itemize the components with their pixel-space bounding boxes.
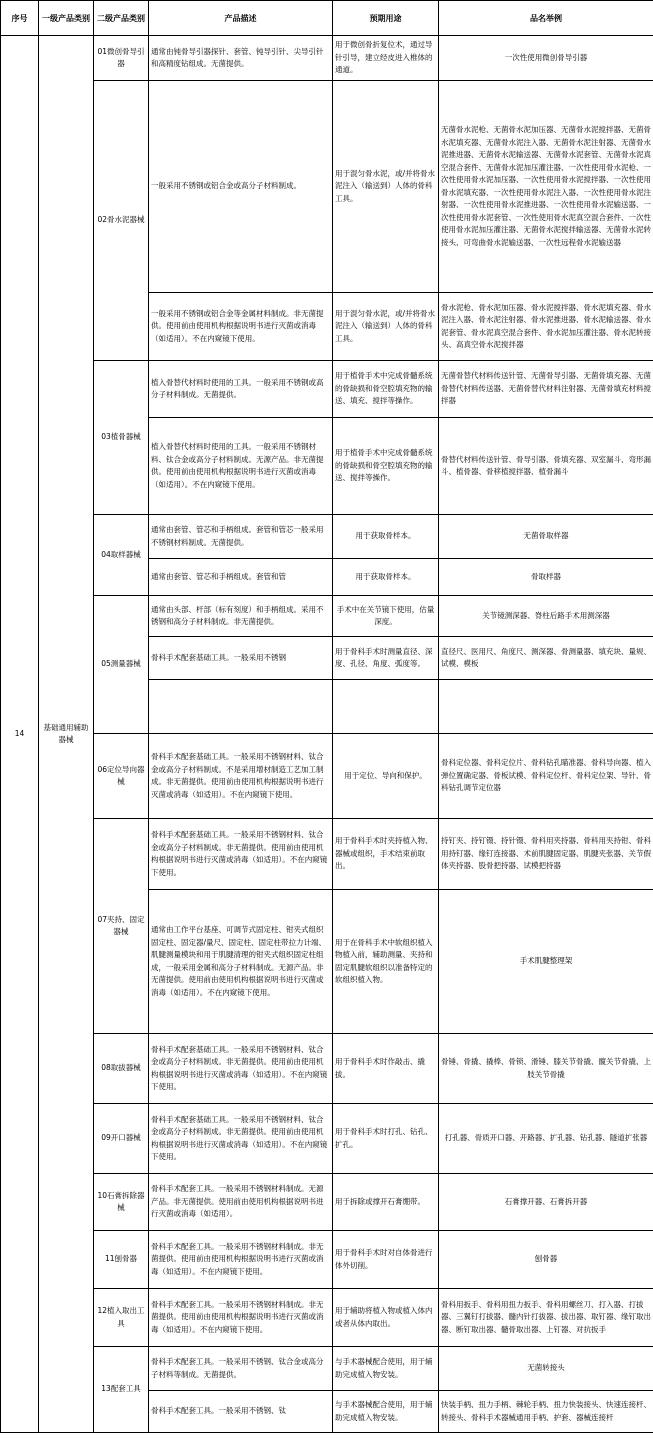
examples-cell: 无菌骨取样器 [439, 515, 653, 559]
desc-cell: 骨科手术配套基础工具。一般采用不锈钢材料、钛合金或高分子材料制成。不是采用增材制造工艺加工制成。非无菌提供。使用前由使用机构根据说明书进行灭菌或消毒（如适用）。不在内窥镜下使用。 [149, 734, 333, 819]
use-cell: 手术中在关节镜下使用，估量深度。 [333, 596, 439, 637]
desc-cell: 通常由头部、杆部（标有刻度）和手柄组成。采用不锈钢和高分子材料制成。非无菌提供。 [149, 596, 333, 637]
use-cell: 与手术器械配合使用，用于辅助完成植入物安装。 [333, 1391, 439, 1433]
examples-cell: 刨骨器 [439, 1231, 653, 1289]
header-cat1: 一级产品类别 [39, 1, 94, 36]
cat2-cell: 12植入取出工具 [94, 1289, 149, 1347]
desc-cell: 骨科手术配套工具。一般采用不锈钢材料制成。无源产品。非无菌提供。使用前由使用机构根据说明书进行灭菌或消毒（如适用）。 [149, 1174, 333, 1231]
examples-cell: 骨取样器 [439, 559, 653, 596]
cat2-cell: 08取拔器械 [94, 1034, 149, 1104]
desc-cell: 骨科手术配套基础工具。一般采用不锈钢材料、钛合金或高分子材料制成。非无菌提供。使用前由使用机构根据说明书进行灭菌或消毒（如适用）。不在内窥镜下使用。 [149, 819, 333, 890]
examples-cell: 关节镜测深器、脊柱后路手术用测深器 [439, 596, 653, 637]
desc-cell: 骨科手术配套基础工具。一般采用不锈钢材料、钛合金或高分子材料制成。非无菌提供。使用前由使用机构根据说明书进行灭菌或消毒（如适用）。不在内窥镜下使用。 [149, 1104, 333, 1174]
desc-cell: 通常由工作平台基座、可调节式固定柱、钳夹式组织固定柱、固定器/量尺、固定柱、固定柱带拉力计端、肌腱测量模块和用于肌腱清理的钳夹式组织固定柱组成，一般采用金属和高分子材料制成。无源产品。非无菌提供。使用前由使用机构根据说明书进行灭菌或消毒（如适用）。不在内窥镜下使用。 [149, 890, 333, 1034]
desc-cell: 植入骨替代材料时使用的工具。一般采用不锈钢或高分子材料制成。无菌提供。 [149, 361, 333, 418]
use-cell: 用于微创骨折复位术，通过导针引导，建立经皮进入椎体的通道。 [333, 36, 439, 81]
cat2-cell: 13配套工具 [94, 1347, 149, 1433]
examples-cell: 一次性使用微创骨导引器 [439, 36, 653, 81]
table-row [1, 1231, 653, 1289]
cat2-cell: 04取样器械 [94, 515, 149, 596]
table-row [1, 361, 653, 418]
header-row [1, 1, 653, 36]
examples-cell: 无菌骨水泥枪、无菌骨水泥加压器、无菌骨水泥搅拌器、无菌骨水泥填充器、无菌骨水泥注入器、无菌骨水泥注射器、无菌骨水泥推进器、无菌骨水泥输送器、无菌骨水泥套管、无菌骨水泥真空混合套件、无菌骨水泥加压灌注器、一次性使用骨水泥枪、一次性使用骨水泥加压器、一次性使用骨水泥搅拌器、一次性使用骨水泥填充器、一次性使用骨水泥注入器、一次性使用骨水泥注射器、一次性使用骨水泥推进器、一次性使用骨水泥输送器、一次性使用骨水泥套管、一次性使用骨水泥真空混合套件、一次性使用骨水泥加压灌注器、无菌骨水泥搅拌输送器、无菌骨水泥转接头、可弯曲骨水泥输送器、一次性远程骨水泥输送器 [439, 81, 653, 293]
table-row [1, 596, 653, 637]
use-cell: 用于拆除或撑开石膏绷带。 [333, 1174, 439, 1231]
examples-cell: 手术肌腱整理架 [439, 890, 653, 1034]
examples-cell: 骨替代材料传送针管、骨导引器、骨填充器、双室漏斗、弯形漏斗、植骨器、骨移植搅拌器、植骨漏斗 [439, 418, 653, 515]
use-cell: 用于定位、导向和保护。 [333, 734, 439, 819]
examples-cell: 骨水泥枪、骨水泥加压器、骨水泥搅拌器、骨水泥填充器、骨水泥注入器、骨水泥注射器、骨水泥推进器、骨水泥输送器、骨水泥套管、骨水泥真空混合套件、骨水泥加压灌注器、骨水泥转接头、高真空骨水泥搅拌器 [439, 293, 653, 361]
table-row [1, 515, 653, 559]
cat2-cell: 10石膏拆除器械 [94, 1174, 149, 1231]
use-cell: 用于植骨手术中完成骨髓系统的骨缺损和骨空腔填充物的输送、搅拌等操作。 [333, 418, 439, 515]
use-cell: 用于骨科手术时对自体骨进行体外切削。 [333, 1231, 439, 1289]
use-cell: 用于获取骨样本。 [333, 559, 439, 596]
desc-cell: 通常由套管、管芯和手柄组成。套管和管芯一般采用不锈钢材料制成。无菌提供。 [149, 515, 333, 559]
table-row [1, 1174, 653, 1231]
desc-cell: 通常由钝骨导引器探针、套管、钝导引针、尖导引针和高精度钻组成。无菌提供。 [149, 36, 333, 81]
header-cat2: 二级产品类别 [94, 1, 149, 36]
table-row [1, 1289, 653, 1347]
desc-cell: 骨科手术配套工具。一般采用不锈钢材料制成。非无菌提供。使用前由使用机构根据说明书进行灭菌或消毒（如适用）。不在内窥镜下使用。 [149, 1231, 333, 1289]
examples-cell: 持钉夹、持钉镊、持针镊、骨科用夹持器、骨科用夹持钳、骨科用持钉器、缘钉连接器、术前肌腱固定器、肌腱夹张器、关节假体夹持器、股骨把持器、试模把持器 [439, 819, 653, 890]
cat2-cell: 01微创骨导引器 [94, 36, 149, 81]
table-row [1, 734, 653, 819]
table-row [1, 819, 653, 890]
desc-cell: 骨科手术配套工具。一般采用不锈钢、钛合金或高分子材料等制成。无菌提供。 [149, 1347, 333, 1391]
cat2-cell: 06定位导向器械 [94, 734, 149, 819]
seq-cell: 14 [1, 36, 39, 1433]
table-row [1, 81, 653, 293]
cat2-cell: 03植骨器械 [94, 361, 149, 515]
examples-cell [439, 680, 653, 734]
use-cell: 用于骨科手术时作敲击、撬拔。 [333, 1034, 439, 1104]
examples-cell: 快装手柄、扭力手柄、棘轮手柄、扭力快装接头、快速连接杆、转接头、骨科手术器械通用手柄、护套、器械连接杆 [439, 1391, 653, 1433]
desc-cell: 通常由套管、管芯和手柄组成。套管和管 [149, 559, 333, 596]
use-cell: 用于骨科手术时夹持植入物、器械或组织，手术结束前取出。 [333, 819, 439, 890]
table-row [1, 1034, 653, 1104]
use-cell: 用于混匀骨水泥，或/并将骨水泥注入（输送到）人体的骨科工具。 [333, 293, 439, 361]
examples-cell: 石膏撑开器、石膏拆开器 [439, 1174, 653, 1231]
desc-cell: 骨科手术配套基础工具。一般采用不锈钢 [149, 637, 333, 680]
desc-cell: 一般采用不锈钢或铝合金等金属材料制成。非无菌提供。使用前由使用机构根据说明书进行灭菌或消毒（如适用）。不在内窥镜下使用。 [149, 293, 333, 361]
desc-cell: 一般采用不锈钢或铝合金或高分子材料制成。 [149, 81, 333, 293]
use-cell: 用于在骨科手术中软组织植入物植入前，辅助测量、夹持和固定肌腱软组织以准备特定的软组织植入物。 [333, 890, 439, 1034]
header-examples: 品名举例 [439, 1, 653, 36]
header-seq: 序号 [1, 1, 39, 36]
cat2-cell: 09开口器械 [94, 1104, 149, 1174]
use-cell: 用于获取骨样本。 [333, 515, 439, 559]
desc-cell [149, 680, 333, 734]
cat2-cell: 11刨骨器 [94, 1231, 149, 1289]
examples-cell: 骨科用扳手、骨科用扭力扳手、骨科用螺丝刀、打入器、打拔器、三翼钉打拔器、髓内针打拔器、拔出器、取钉器、缘钉取出器、断钉取出器、髓骨取出器、上钉器、对抗扳手 [439, 1289, 653, 1347]
use-cell: 用于骨科手术时测量直径、深度、孔径、角度、弧度等。 [333, 637, 439, 680]
table-row [1, 36, 653, 81]
use-cell: 用于辅助将植入物或植入体内或者从体内取出。 [333, 1289, 439, 1347]
use-cell [333, 680, 439, 734]
examples-cell: 骨锤、骨撬、撬棒、骨锁、滑锤、膝关节骨撬、髋关节骨撬、上肢关节骨撬 [439, 1034, 653, 1104]
category1-cell: 基础通用辅助器械 [39, 36, 94, 1433]
header-use: 预期用途 [333, 1, 439, 36]
examples-cell: 无菌骨替代材料传送针管、无菌骨导引器、无菌骨填充器、无菌骨替代材料传送器、无菌骨替代材料注射器、无菌骨填充材料搅拌器 [439, 361, 653, 418]
examples-cell: 无菌转接头 [439, 1347, 653, 1391]
desc-cell: 骨科手术配套基础工具。一般采用不锈钢材料、钛合金或高分子材料制成。非无菌提供。使用前由使用机构根据说明书进行灭菌或消毒（如适用）。不在内窥镜下使用。 [149, 1034, 333, 1104]
desc-cell: 骨科手术配套工具。一般采用不锈钢材料制成。非无菌提供。使用前由使用机构根据说明书进行灭菌或消毒（如适用）。不在内窥镜下使用。 [149, 1289, 333, 1347]
examples-cell: 打孔器、骨质开口器、开路器、扩孔器、钻孔器、隧道扩张器 [439, 1104, 653, 1174]
cat2-cell: 05测量器械 [94, 596, 149, 734]
desc-cell: 植入骨替代材料时使用的工具。一般采用不锈钢材料、钛合金或高分子材料制成。无源产品。非无菌提供。使用前由使用机构根据说明书进行灭菌或消毒（如适用）。不在内窥镜下使用。 [149, 418, 333, 515]
examples-cell: 直径尺、医用尺、角度尺、测深器、骨测量器、填充块、量规、试模、模板 [439, 637, 653, 680]
use-cell: 用于混匀骨水泥，或/并将骨水泥注入（输送到）人体的骨科工具。 [333, 81, 439, 293]
use-cell: 与手术器械配合使用，用于辅助完成植入物安装。 [333, 1347, 439, 1391]
header-desc: 产品描述 [149, 1, 333, 36]
cat2-cell: 02骨水泥器械 [94, 81, 149, 361]
table-row [1, 1347, 653, 1391]
use-cell: 用于植骨手术中完成骨髓系统的骨缺损和骨空腔填充物的输送、填充、搅拌等操作。 [333, 361, 439, 418]
examples-cell: 骨科定位器、骨科定位片、骨科钻孔瞄准器、骨科导向器、植入弹位置确定器、骨板试模、骨科定位杆、骨科定位架、导针、骨科钻孔调节定位器 [439, 734, 653, 819]
cat2-cell: 07夹持、固定器械 [94, 819, 149, 1034]
table-row [1, 1104, 653, 1174]
use-cell: 用于骨科手术时打孔、钻孔、扩孔。 [333, 1104, 439, 1174]
desc-cell: 骨科手术配套工具。一般采用不锈钢、钛 [149, 1391, 333, 1433]
